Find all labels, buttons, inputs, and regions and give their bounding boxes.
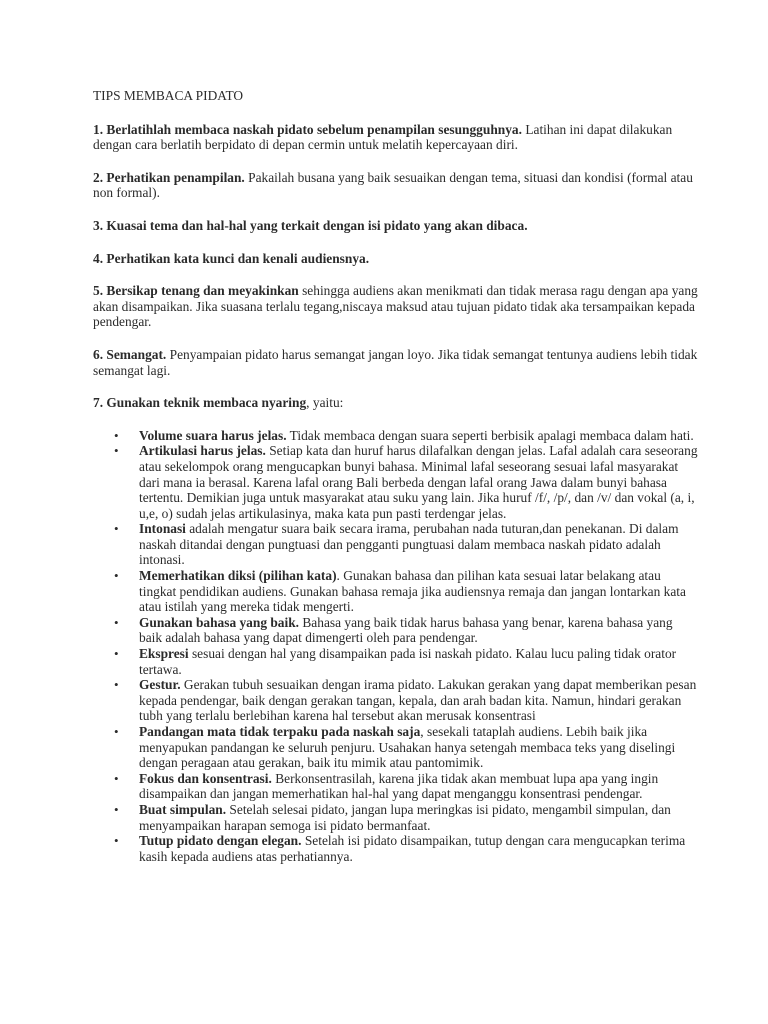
bullet-icon: •: [114, 833, 119, 849]
list-item-body: Bahasa yang baik tidak harus bahasa yang benar, karena bahasa yang baik adalah bahasa yang dapat dimengerti oleh para pendengar.: [139, 614, 673, 646]
tip-4: [93, 251, 698, 267]
list-item-lead: Artikulasi harus jelas.: [139, 443, 266, 459]
list-item-body: adalah mengatur suara baik secara irama, perubahan nada tuturan,dan penekanan. Di dalam naskah ditandai dengan pungtuasi dan pengganti pungtuasi dalam membaca naskah pidato adalah intonasi.: [139, 521, 679, 568]
list-item-gestur: [93, 677, 698, 724]
list-item-fokus: [93, 771, 698, 802]
tip-6-lead: 6. Semangat.: [93, 346, 167, 362]
tip-2-lead: 2. Perhatikan penampilan.: [93, 169, 245, 185]
list-item-lead: Tutup pidato dengan elegan.: [139, 833, 302, 849]
list-item-body: Setelah selesai pidato, jangan lupa meringkas isi pidato, mengambil simpulan, dan menyampaikan harapan semoga isi pidato bermanfaat.: [139, 801, 671, 833]
bullet-icon: •: [114, 427, 119, 443]
tip-1: [93, 122, 698, 153]
list-item-body: Setelah isi pidato disampaikan, tutup dengan cara mengucapkan terima kasih kepada audiens atas perhatiannya.: [139, 833, 686, 864]
list-item-penutup: [93, 833, 698, 864]
list-item-body: Gerakan tubuh sesuaikan dengan irama pidato. Lakukan gerakan yang dapat memberikan pesan kepada pendengar, baik dengan gerakan tangan, kepala, dan arah badan kita. Namun, hindari gerakan tubh yang terlalu berlebihan karena hal tersebut akan merusak konsentrasi: [139, 677, 697, 724]
list-item-lead: Intonasi: [139, 521, 186, 537]
bullet-icon: •: [114, 677, 119, 693]
tip-7: [93, 395, 698, 411]
bullet-icon: •: [114, 568, 119, 584]
tip-2: [93, 170, 698, 201]
list-item-lead: Memerhatikan diksi (pilihan kata): [139, 568, 337, 584]
bullet-icon: •: [114, 646, 119, 662]
list-item-simpulan: [93, 802, 698, 833]
tip-1-body: Latihan ini dapat dilakukan dengan cara berlatih berpidato di depan cermin untuk melatih kepercayaan diri.: [93, 121, 673, 153]
list-item-pandangan: [93, 724, 698, 771]
list-item-lead: Volume suara harus jelas.: [139, 427, 287, 443]
tip-3-lead: 3. Kuasai tema dan hal-hal yang terkait dengan isi pidato yang akan dibaca.: [93, 217, 528, 233]
list-item-body: Berkonsentrasilah, karena jika tidak akan membuat lupa apa yang ingin disampaikan dan jangan memerhatikan hal-hal yang dapat menganggu konsentrasi pendengar.: [139, 770, 659, 802]
list-item-artikulasi: [93, 443, 698, 521]
bullet-icon: •: [114, 801, 119, 817]
reading-technique-list: [93, 428, 698, 865]
bullet-icon: •: [114, 614, 119, 630]
bullet-icon: •: [114, 770, 119, 786]
list-item-body: sesuai dengan hal yang disampaikan pada isi naskah pidato. Kalau lucu paling tidak orator tertawa.: [139, 646, 677, 677]
document-title: TIPS MEMBACA PIDATO: [93, 88, 244, 103]
list-item-lead: Fokus dan konsentrasi.: [139, 770, 272, 786]
list-item-diksi: [93, 568, 698, 615]
list-item-body: . Gunakan bahasa dan pilihan kata sesuai latar belakang atau tingkat pendidikan audiens. Gunakan bahasa remaja jika audiensnya remaja dan jangan lontarkan kata atau istilah yang mereka tidak mengerti.: [139, 568, 686, 615]
list-item-body: Setiap kata dan huruf harus dilafalkan dengan jelas. Lafal adalah cara seseorang atau sekelompok orang mengucapkan bunyi bahasa. Minimal lafal seseorang sesuai lafal masyarakat dari mana ia berasal. Karena lafal orang Bali berbeda dengan lafal orang Jawa dalam bunyi bahasa tertentu. Demikian juga untuk masyarakat atau suku yang lain. Jika huruf /f/, /p/, dan /v/ dan vokal (a, i, u,e, o) sudah jelas artikulasinya, maka kata pun pasti terdengar jelas.: [139, 443, 698, 521]
list-item-lead: Gestur.: [139, 677, 181, 693]
list-item-lead: Buat simpulan.: [139, 801, 227, 817]
tip-7-lead: 7. Gunakan teknik membaca nyaring: [93, 395, 307, 411]
tip-5-body: sehingga audiens akan menikmati dan tidak merasa ragu dengan apa yang akan disampaikan. Jika suasana terlalu tegang,niscaya maksud atau tujuan pidato tidak aka tersampaikan kepada pendengar.: [93, 283, 698, 330]
list-item-ekspresi: [93, 646, 698, 677]
bullet-icon: •: [114, 443, 119, 459]
list-item-lead: Ekspresi: [139, 646, 189, 662]
tip-1-lead: 1. Berlatihlah membaca naskah pidato sebelum penampilan sesungguhnya.: [93, 121, 522, 137]
tip-3: [93, 218, 698, 234]
tip-5: [93, 283, 698, 330]
bullet-icon: •: [114, 724, 119, 739]
list-item-body: Tidak membaca dengan suara seperti berbisik apalagi membaca dalam hati.: [286, 427, 694, 443]
list-item-intonasi: [93, 521, 698, 568]
tip-4-lead: 4. Perhatikan kata kunci dan kenali audiensnya.: [93, 250, 370, 266]
list-item-body: , sesekali tataplah audiens. Lebih baik jika menyapukan pandangan ke seluruh penjuru. Usahakan hanya setengah membaca teks yang diselingi dengan peragaan atau gerakan, baik itu mimik atau pantomimik.: [139, 724, 676, 771]
list-item-bahasa: [93, 615, 698, 646]
tip-2-body: Pakailah busana yang baik sesuaikan dengan tema, situasi dan kondisi (formal atau non formal).: [93, 169, 693, 201]
list-item-volume: [93, 428, 698, 444]
tip-5-lead: 5. Bersikap tenang dan meyakinkan: [93, 283, 299, 299]
tip-6-body: Penyampaian pidato harus semangat jangan loyo. Jika tidak semangat tentunya audiens lebih tidak semangat lagi.: [93, 346, 698, 378]
tip-6: [93, 347, 698, 378]
list-item-lead: Gunakan bahasa yang baik.: [139, 614, 300, 630]
list-item-lead: Pandangan mata tidak terpaku pada naskah saja: [139, 724, 421, 739]
tip-7-body: , yaitu:: [306, 395, 344, 411]
bullet-icon: •: [114, 521, 119, 537]
